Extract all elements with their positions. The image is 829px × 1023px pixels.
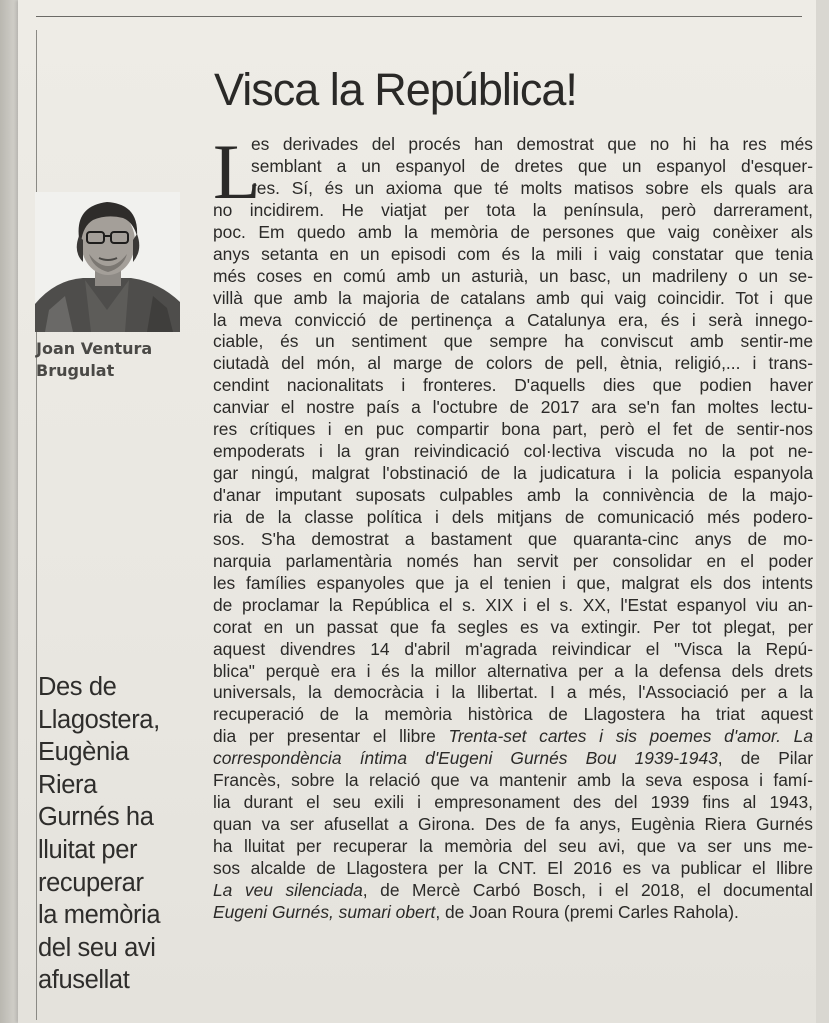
body-text-run: ria de la classe política i dels mitjans de comunicació més podero- bbox=[213, 506, 813, 527]
pull-quote-line: Riera bbox=[38, 770, 97, 799]
column-rule bbox=[36, 30, 37, 1020]
body-text-run: aquest divendres 14 d'abril m'agrada reivindicar el "Visca la Repú- bbox=[213, 638, 813, 659]
body-text-run: la meva convicció de pertinença a Catalunya era, és i serà innego- bbox=[213, 309, 813, 330]
body-line bbox=[213, 507, 813, 529]
body-line bbox=[213, 551, 813, 573]
body-line bbox=[213, 573, 813, 595]
body-line bbox=[213, 134, 813, 156]
page-gutter bbox=[0, 0, 18, 1023]
pull-quote-line: recuperar bbox=[38, 868, 144, 897]
body-line bbox=[213, 682, 813, 704]
author-second-line: Brugulat bbox=[36, 361, 115, 380]
body-text-run: res. Sí, és un axioma que té molts matisos sobre els quals ara bbox=[251, 177, 813, 198]
body-text-run: , de Mercè Carbó Bosch, i el 2018, el documental bbox=[362, 879, 813, 900]
page-edge bbox=[816, 0, 829, 1023]
body-line bbox=[213, 353, 813, 375]
body-line bbox=[213, 529, 813, 551]
pull-quote-line: la memòria bbox=[38, 901, 161, 930]
body-text-run: les famílies espanyoles que ja el tenien i que, malgrat els dos intents bbox=[213, 572, 813, 593]
body-text-run: blica" perquè era i és la millor alternativa per a la defensa dels drets bbox=[213, 660, 813, 681]
body-line bbox=[213, 222, 813, 244]
body-italic-text: Trenta-set cartes i sis poemes d'amor. La bbox=[448, 726, 814, 747]
body-text-run: , de Joan Roura (premi Carles Rahola). bbox=[435, 901, 739, 922]
body-text-run: es derivades del procés han demostrat que no hi ha res més bbox=[251, 134, 813, 154]
body-text-run: semblant a un espanyol de dretes que un espanyol d'esquer- bbox=[251, 155, 813, 176]
body-line bbox=[213, 595, 813, 617]
body-text-run: lia durant el seu exili i empresonament des del 1939 fins al 1943, bbox=[213, 792, 813, 813]
body-text-run: universals, la democràcia i la llibertat. I a més, l'Associació per a la bbox=[213, 682, 813, 703]
body-text-run: gar ningú, malgrat l'obstinació de la judicatura i la policia espanyola bbox=[213, 463, 813, 484]
body-text-run: ciutadà del món, al marge de colors de pell, ètnia, religió,... i trans- bbox=[213, 353, 813, 374]
pull-quote-line: Llagostera, bbox=[38, 705, 160, 734]
body-text-run: corat en un passat que fa segles es va extingir. Per tot plegat, per bbox=[213, 616, 813, 637]
body-line bbox=[213, 266, 813, 288]
body-italic-text: La veu silenciada bbox=[213, 879, 363, 900]
body-line bbox=[213, 375, 813, 397]
drop-cap: L bbox=[213, 128, 261, 215]
body-text-run: dia per presentar el llibre bbox=[213, 726, 449, 747]
body-text-run: villà que amb la majoria de catalans amb qui vaig coincidir. Tot i que bbox=[213, 287, 814, 308]
body-italic-text: correspondència íntima d'Eugeni Gurnés Bou 1939-1943 bbox=[213, 748, 718, 769]
body-text-run: cendint nacionalitats i fronteres. D'aquells dies que podien haver bbox=[213, 375, 813, 396]
top-rule bbox=[36, 16, 802, 17]
body-line bbox=[213, 617, 813, 639]
body-line bbox=[213, 814, 813, 836]
body-line bbox=[213, 748, 813, 770]
body-text-run: res crítiques i en puc compartir bona part, però el fet de sentir-nos bbox=[213, 419, 813, 440]
body-line bbox=[213, 902, 813, 924]
body-line bbox=[213, 419, 813, 441]
body-text-run: d'anar imputant suposats culpables amb la connivència de la majo- bbox=[213, 485, 813, 505]
body-line bbox=[213, 836, 813, 858]
body-line bbox=[213, 288, 813, 310]
body-line bbox=[213, 244, 813, 266]
author-portrait-image bbox=[35, 192, 180, 332]
body-line bbox=[213, 726, 813, 748]
body-text-run: ha lluitat per recuperar la memòria del seu avi, que va ser uns me- bbox=[213, 836, 813, 856]
pull-quote-line: Gurnés ha bbox=[38, 803, 154, 832]
body-text-run: sos alcalde de Llagostera per la CNT. El 2016 es va publicar el llibre bbox=[213, 857, 813, 878]
body-text-run: Francès, sobre la relació que va mantenir amb la seva esposa i famí- bbox=[213, 770, 813, 791]
body-text-run: més coses en comú amb un asturià, un basc, un madrileny o un se- bbox=[213, 265, 813, 286]
article-body bbox=[213, 128, 814, 924]
body-text-run: , de Pilar bbox=[717, 748, 813, 769]
body-line bbox=[213, 463, 813, 485]
pull-quote-line: lluitat per bbox=[38, 835, 138, 864]
body-line bbox=[213, 156, 813, 178]
body-text-run: narquia parlamentària només han servit per consolidar en el poder bbox=[213, 550, 813, 571]
body-text-run: anys setanta en un episodi com és la mili i vaig constatar que tenia bbox=[213, 243, 813, 264]
body-text-run: de proclamar la República el s. XIX i el s. XX, l'Estat espanyol viu an- bbox=[213, 594, 813, 615]
body-line bbox=[213, 770, 813, 792]
body-line bbox=[213, 441, 813, 463]
body-text-run: canviar el nostre país a l'octubre de 2017 ara se'n fan moltes lectu- bbox=[213, 397, 813, 418]
pull-quote-line: Des de bbox=[38, 673, 117, 701]
body-text-run: recuperació de la memòria històrica de Llagostera ha triat aquest bbox=[213, 704, 813, 725]
body-line bbox=[213, 792, 813, 814]
pull-quote-line: del seu avi bbox=[38, 933, 156, 962]
body-text-run: sos. S'ha demostrat a bastament que quaranta-cinc anys de mo- bbox=[213, 528, 813, 549]
body-line bbox=[213, 661, 813, 683]
author-byline bbox=[36, 338, 186, 382]
body-text-run: empoderats i la gran reivindicació col·lectiva viscuda no la pot ne- bbox=[213, 441, 813, 462]
body-text-run: ciable, és un sentiment que sempre ha conviscut amb sentir-me bbox=[213, 331, 813, 352]
article-headline: Visca la República! bbox=[214, 64, 577, 115]
author-first-line: Joan Ventura bbox=[36, 339, 153, 358]
body-line bbox=[213, 858, 813, 880]
body-text-run: quan va ser afusellat a Girona. Des de fa anys, Eugènia Riera Gurnés bbox=[213, 814, 813, 835]
body-text-run: no incidirem. He viatjat per tota la península, però darrerament, bbox=[213, 199, 813, 220]
pull-quote bbox=[38, 671, 198, 997]
body-line bbox=[213, 485, 813, 507]
body-line bbox=[213, 178, 813, 200]
body-line bbox=[213, 397, 813, 419]
pull-quote-line: Eugènia bbox=[38, 738, 129, 767]
body-line bbox=[213, 331, 813, 353]
body-line bbox=[213, 704, 813, 726]
author-photo bbox=[35, 192, 180, 332]
body-italic-text: Eugeni Gurnés, sumari obert bbox=[213, 901, 436, 922]
body-line bbox=[213, 310, 813, 332]
body-line bbox=[213, 880, 813, 902]
pull-quote-line: afusellat bbox=[38, 966, 130, 995]
body-line bbox=[213, 200, 813, 222]
body-line bbox=[213, 639, 813, 661]
body-text-run: poc. Em quedo amb la memòria de persones que vaig conèixer als bbox=[213, 221, 813, 242]
